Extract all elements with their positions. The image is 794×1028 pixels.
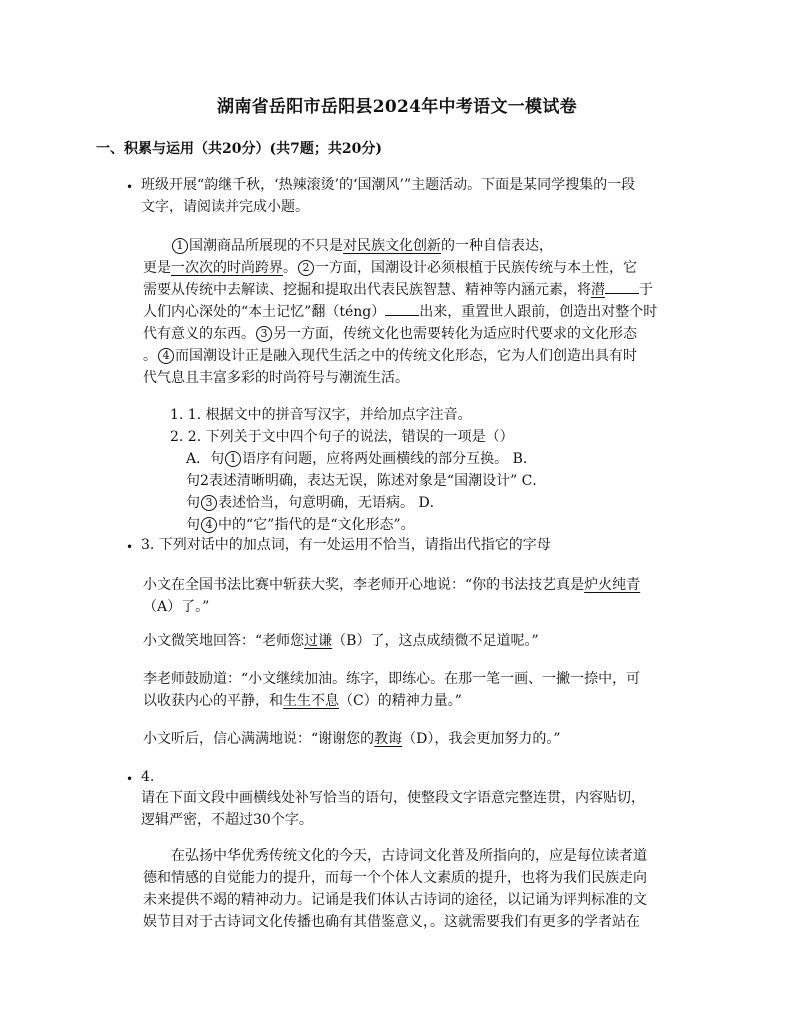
dialogue-text: 小文听后，信心满满地说：“谢谢您的 bbox=[143, 731, 375, 747]
dialogue-text: （D），我会更加努力的。” bbox=[402, 731, 561, 747]
passage-text: 出来，重置世人跟前，创造出对整个时 bbox=[419, 304, 658, 320]
passage-text: 人们内心深处的“本土记忆”翻（téng） bbox=[143, 304, 386, 320]
circled-number: 1 bbox=[225, 451, 241, 467]
subquestion: 2. 2. 下列关于文中四个句子的说法，错误的一项是（） bbox=[170, 429, 514, 445]
q1-intro bbox=[141, 174, 635, 218]
q3-dialogue bbox=[143, 728, 561, 750]
option-text: 表述恰当，句意明确，无语病。 D． bbox=[218, 495, 444, 511]
passage-text: 代气息且丰富多彩的时尚符号与潮流生活。 bbox=[143, 370, 409, 386]
passage-text: 于 bbox=[639, 282, 653, 298]
dialogue-text: （C）的精神力量。” bbox=[339, 693, 462, 709]
passage-text: 另一方面，传统文化也需要转化为适应时代要求的文化形态 bbox=[273, 326, 637, 342]
dotted-word: 炉火纯青 bbox=[584, 577, 641, 593]
passage-text: 代有意义的东西。 bbox=[143, 326, 255, 342]
q1-passage bbox=[143, 235, 657, 389]
dotted-word: 教诲 bbox=[374, 731, 403, 747]
passage-text: 娱节目对于古诗词文化传播也确有其借鉴意义，。这就需要我们有更多的学者站在 bbox=[143, 914, 640, 930]
section-heading: 一、积累与运用（共20分）(共7题；共20分) bbox=[96, 141, 382, 157]
passage-text: 未来提供不竭的精神动力。记诵是我们体认古诗词的途径，以记诵为评判标准的文 bbox=[143, 892, 647, 908]
bullet: • bbox=[126, 772, 134, 786]
passage-text: 更是 bbox=[143, 260, 171, 276]
dialogue-text: 李老师鼓励道：“小文继续加油。练字，即练心。在那一笔一画、一撇一捺中，可 bbox=[143, 671, 641, 687]
q3-heading: 3. 下列对话中的加点词，有一处运用不恰当，请指出代指它的字母 bbox=[141, 537, 551, 553]
dialogue-text: （A）了。” bbox=[143, 599, 210, 615]
circled-number: 1 bbox=[172, 238, 188, 254]
passage-text: 而国潮设计正是融入现代生活之中的传统文化形态，它为人们创造出具有时 bbox=[175, 348, 637, 364]
bullet: • bbox=[126, 540, 134, 554]
circled-number: 3 bbox=[256, 326, 272, 342]
dialogue-text: 小文在全国书法比赛中斩获大奖，李老师开心地说：“你的书法技艺真是 bbox=[143, 577, 585, 593]
option-text: 句2表述清晰明确，表达无误，陈述对象是“国潮设计” C． bbox=[186, 473, 547, 489]
q3-dialogue bbox=[143, 630, 539, 652]
dotted-word: 生生不息 bbox=[283, 693, 339, 709]
passage-text: 国潮商品所展现的不只是 bbox=[189, 238, 343, 254]
circled-number: 3 bbox=[201, 495, 217, 511]
circled-number: 4 bbox=[158, 348, 174, 364]
dotted-char: 潜 bbox=[591, 282, 605, 298]
q1-intro-line: 文字，请阅读并完成小题。 bbox=[141, 199, 309, 215]
dialogue-text: 以收获内心的平静，和 bbox=[143, 693, 283, 709]
option-text: 句 bbox=[186, 517, 200, 533]
option-text: 句 bbox=[186, 495, 200, 511]
page-title: 湖南省岳阳市岳阳县2024年中考语文一模试卷 bbox=[217, 97, 577, 117]
q1-intro-line: 班级开展“韵继千秋，‘热辣滚烫’的‘国潮风’”主题活动。下面是某同学搜集的一段 bbox=[141, 177, 636, 193]
passage-text: 的一种自信表达， bbox=[441, 238, 553, 254]
dotted-word: 过谦 bbox=[304, 633, 333, 649]
dialogue-text: 小文微笑地回答：“老师您 bbox=[143, 633, 305, 649]
passage-text: 需要从传统中去解读、挖掘和提取出代表民族智慧、精神等内涵元素，将 bbox=[143, 282, 591, 298]
answer-blank[interactable] bbox=[605, 279, 639, 294]
q4-passage bbox=[143, 845, 647, 933]
underlined-phrase: 对民族文化创新 bbox=[343, 238, 441, 254]
subquestion: 1. 1. 根据文中的拼音写汉字，并给加点字注音。 bbox=[170, 407, 472, 423]
q1-options bbox=[186, 448, 546, 536]
circled-number: 4 bbox=[201, 517, 217, 533]
passage-text: 一方面，国潮设计必须根植于民族传统与本土性，它 bbox=[315, 260, 637, 276]
passage-text: 。 bbox=[283, 260, 297, 276]
option-text: A．句 bbox=[186, 451, 225, 467]
passage-text: 。 bbox=[143, 348, 157, 364]
q3-dialogue bbox=[143, 668, 640, 712]
q3-dialogue bbox=[143, 574, 640, 618]
passage-text: 在弘扬中华优秀传统文化的今天，古诗词文化普及所指向的，应是每位读者道 bbox=[171, 848, 647, 864]
q4-number: 4. bbox=[141, 769, 155, 785]
dialogue-text: （B）了，这点成绩微不足道呢。” bbox=[332, 633, 539, 649]
option-text: 语序有问题，应将两处画横线的部分互换。 B． bbox=[242, 451, 537, 467]
option-text: 中的“它”指代的是“文化形态”。 bbox=[218, 517, 415, 533]
passage-text: 德和情感的自觉能力的提升，而每一个个体人文素质的提升，也将为我们民族走向 bbox=[143, 870, 647, 886]
circled-number: 2 bbox=[298, 260, 314, 276]
bullet: • bbox=[126, 180, 134, 194]
q1-subquestions bbox=[170, 404, 514, 448]
q4-requirement: 请在下面文段中画横线处补写恰当的语句，使整段文字语意完整连贯，内容贴切， 逻辑严密，不超过30个字。 bbox=[141, 790, 645, 828]
answer-blank[interactable] bbox=[385, 301, 419, 316]
underlined-phrase: 一次次的时尚跨界 bbox=[171, 260, 283, 276]
